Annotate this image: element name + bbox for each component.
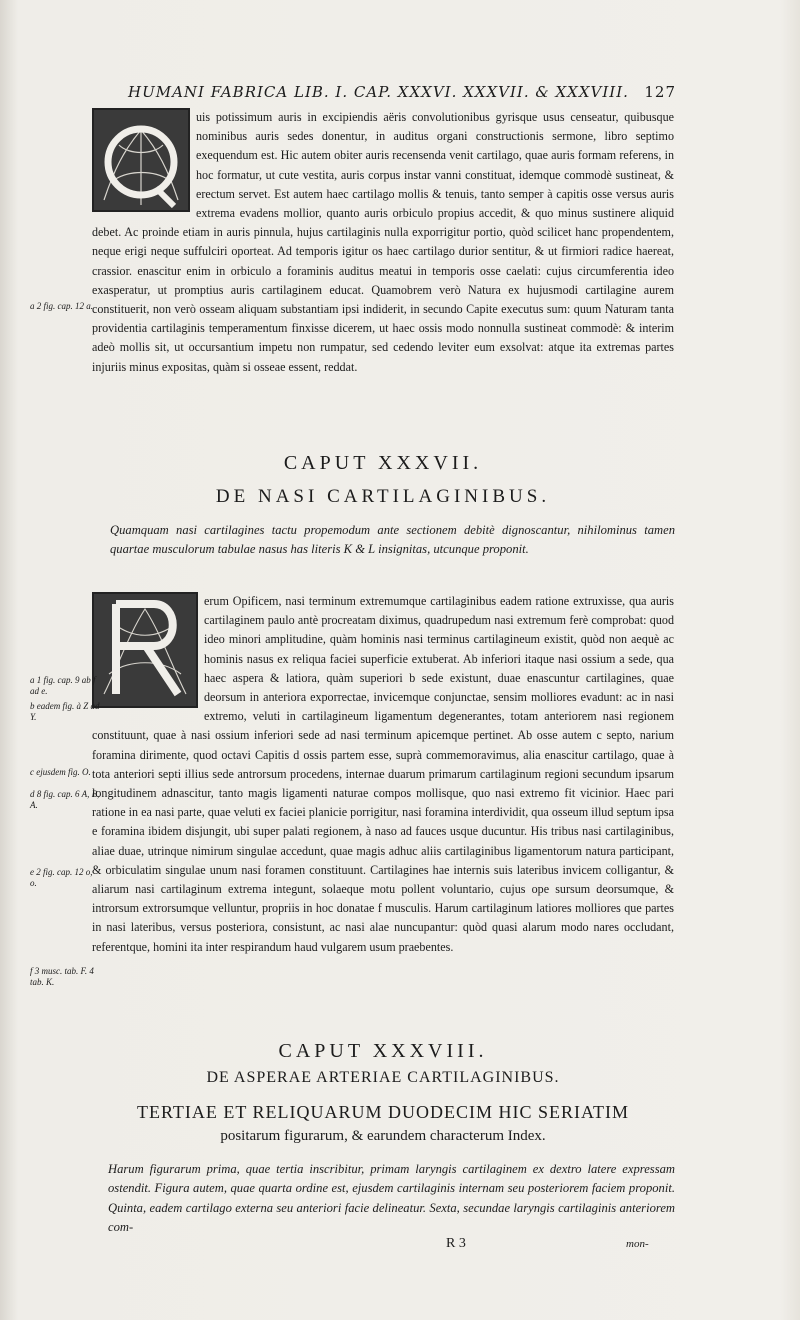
margin-note: f 3 musc. tab. F. 4 tab. K. bbox=[30, 966, 94, 987]
chapter-36-paragraph: uis potissimum auris in excipiendis aëris convolutionibus gyrisque usus censeatur, quibusque nominibus auris sedes donentur, in auditus organi constructionis sermone, libro septimo exequendum est. Hic autem obiter auris recensenda venit cartilago, quae auris formam referens, in hoc formatur, ut cute vestita, auris corpus instar vanni constituat, idemque commodè sustineat, & erectum servet. Est autem haec cartilago mollis & tenuis, tanto semper à capitis osse versus auris extrema evadens mollior, quanto auris orbiculo propius accedit, & quo minus sustinere aliquid debet. Ac proinde etiam in auris pinnula, hujus cartilaginis nulla exporrigitur portio, quòd scilicet hanc propendentem, neque erigi neque suffulciri oporteat. Ad temporis igitur os haec cartilago durior sentitur, & ut firmiori radice haereat, crassior. enascitur enim in orbiculo a foraminis auditus meatui in temporis osse caelati: cujus circumferentia ideo exasperatur, ut promptius auris cartilaginem educat. Quamobrem verò Natura ex hujusmodi cartilagine aurem constituerit, non verò osseam aliquam substantiam ipsi indiderit, in secundo Capite executus sum: quum Naturam tanta providentia cartilaginis temperamentum finxisse dicerem, ut haec ossis modo nonnulla sustineat commodè: & interim adeò mollis sit, ut occursantium impetu non rumpatur, sed cedendo leviter eum exsolvat: atque ita extremas partes injuriis minus expositas, quàm si osseae essent, reddat. bbox=[92, 110, 674, 374]
margin-note: e 2 fig. cap. 12 o, o. bbox=[30, 867, 93, 888]
running-header bbox=[128, 83, 676, 101]
chapter-37-text-block bbox=[92, 592, 674, 957]
margin-note: d 8 fig. cap. 6 A, B, A. bbox=[30, 789, 100, 810]
page-number: 127 bbox=[644, 83, 676, 101]
catchword: mon- bbox=[626, 1238, 649, 1250]
decorated-initial-q bbox=[92, 108, 190, 212]
chapter-38-title: CAPUT XXXVIII. bbox=[278, 1040, 488, 1062]
margin-note: b eadem fig. à Z ad Y. bbox=[30, 701, 100, 722]
chapter-37-subtitle: DE NASI CARTILAGINIBUS. bbox=[215, 486, 551, 507]
chapter-36-text-block bbox=[92, 108, 674, 377]
index-subtitle: positarum figurarum, & earundem characterum Index. bbox=[220, 1128, 546, 1144]
chapter-37-paragraph: erum Opificem, nasi terminum extremumque cartilaginibus eadem ratione extruxisse, qua auris cartilaginem paulo antè procreatam diximus, quadrupedum nasi extremum ferè comprobat: quod ideo minori amplitudine, quàm hominis nasi terminus cartilagineum existit, quòd non aequè ac hominis nasus ex reliqua faciei superficie extuberat. Ab inferiori itaque nasi ossium a sede, qua haec aspera & latiora, quàm superiori b sede existunt, duae enascuntur cartilagines, quae deorsum in anteriora exporrectae, invicemque conjunctae, sensim molliores evadunt: ac in nasi extremo, veluti in cartilagineum ligamentum degenerantes, totam anteriorem nasi regionem constituunt, quae à nasi ossium inferiori sede ad nasi terminum apicemque pertinet. Ab osse autem c septo, narium foramina dirimente, quod octavi Capitis d ossis partem esse, suprà commemoravimus, alia enascitur cartilago, quae à tota anteriori septi illius sede antrorsum procedens, internae duarum primarum cartilaginum regioni secundum ipsarum longitudinem adnascitur, tanto magis ligamenti naturae compos mollisque, quo nasi extremo fit vicinior. Haec pari ratione in ea nasi parte, quae veluti ex faciei planicie porrigitur, nasi foramina interdividit, qua osseum illud septum ipsa e foramina ibidem disjungit, ubi super palati regionem, à naso ad fauces usque ducuntur. His tribus nasi cartilaginibus, aliae duae, utrinque nimirum singulae accedunt, quae magis adhuc aliis cartilaginibus ligamentorum natura participant, & orbiculatim singulae unum nasi foramen constituunt. Cartilagines hae internis suis lateribus invicem colligantur, & aliarum nasi cartilaginum extrema integunt, solaeque motu pollent voluntario, cujus ope sursum deorsumque, & introrsum extrorsumque velluntur, propriis in hoc donatae f musculis. Harum cartilaginum latiores molliores que partes in nasi lateribus, versus posteriora, consistunt, ac nasi alae nuncupantur: quòd quasi alarum modo nares occludant, referentque, homini ita inter respirandum haud vulgarem usum praebentes. bbox=[92, 594, 674, 954]
chapter-37-title: CAPUT XXXVII. bbox=[283, 452, 483, 474]
signature-mark: R 3 bbox=[446, 1236, 466, 1251]
margin-note: a 2 fig. cap. 12 a. bbox=[30, 301, 93, 311]
index-title: TERTIAE ET RELIQUARUM DUODECIM HIC SERIATIM bbox=[136, 1102, 630, 1122]
chapter-38-intro: Harum figurarum prima, quae tertia inscribitur, primam laryngis cartilaginem ex dextro latere expressam ostendit. Figura autem, quae quarta ordine est, ejusdem cartilaginis internam seu posteriorem faciem proponit. Quinta, eadem cartilago externa seu anteriori facie delineatur. Sexta, secundae laryngis cartilaginis anteriorem com- bbox=[108, 1162, 675, 1235]
margin-note: c ejusdem fig. O. bbox=[30, 767, 91, 777]
running-title: HUMANI FABRICA LIB. I. CAP. XXXVI. XXXVII. & XXXVIII. bbox=[128, 83, 629, 101]
chapter-38-subtitle: DE ASPERAE ARTERIAE CARTILAGINIBUS. bbox=[206, 1069, 560, 1086]
decorated-initial-r bbox=[92, 592, 198, 708]
chapter-37-intro: Quamquam nasi cartilagines tactu propemodum ante sectionem debitè dignoscantur, nihilominus tamen quartae musculorum tabulae nasus has literis K & L insignitas, utcunque proponit. bbox=[110, 523, 675, 557]
margin-note: a 1 fig. cap. 9 ab f ad e. bbox=[30, 675, 96, 696]
